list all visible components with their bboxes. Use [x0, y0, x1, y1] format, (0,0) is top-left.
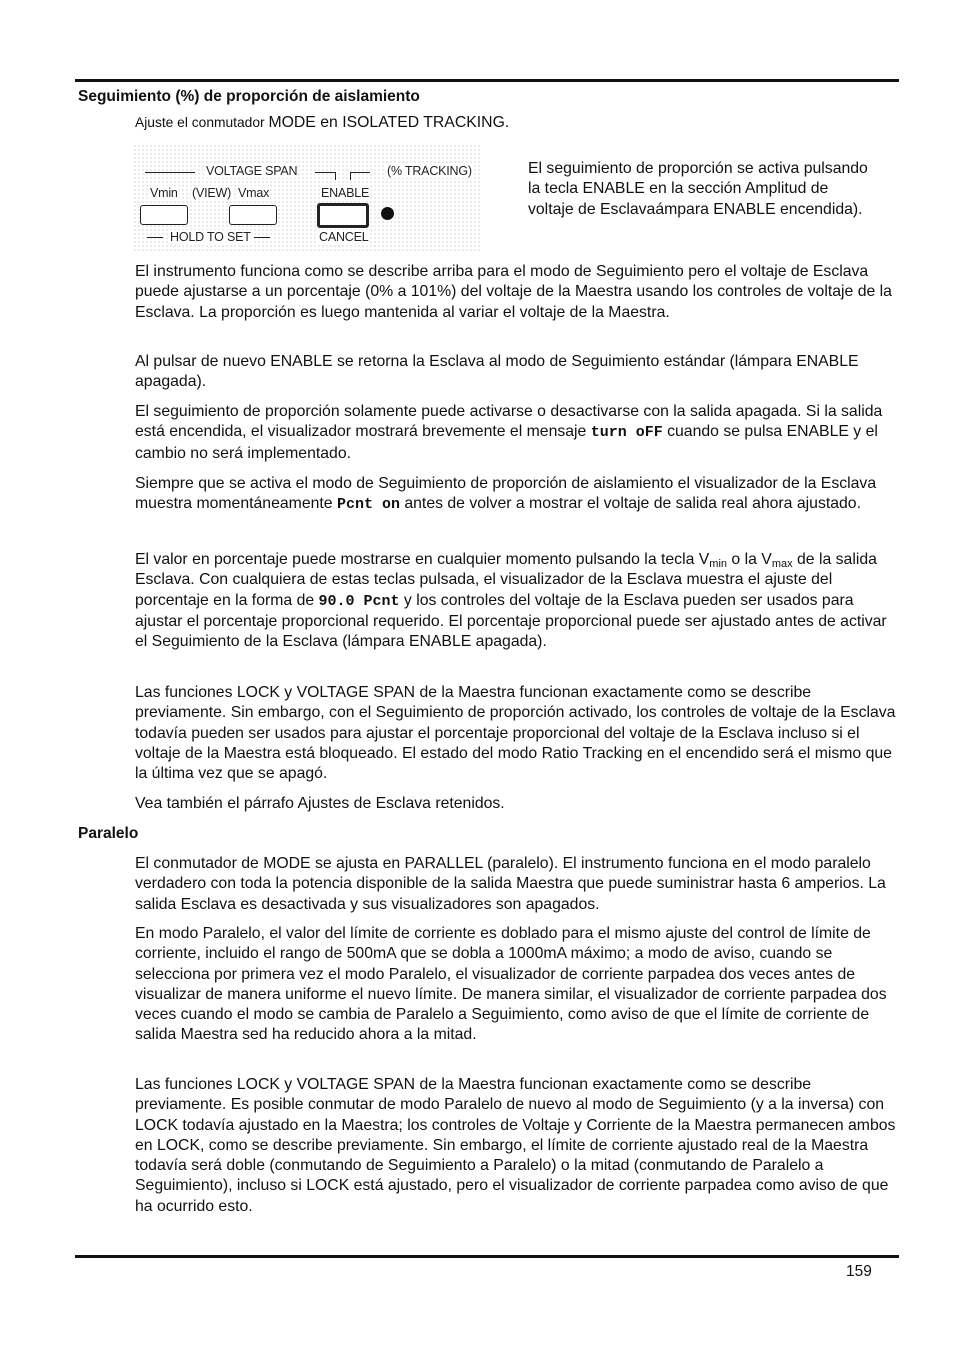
- paragraph-ratio-4: [135, 474, 900, 516]
- pcnt-on-message: Pcnt on: [336, 496, 400, 514]
- vmax-subscript: max: [771, 558, 793, 570]
- paragraph-ratio-1: El instrumento funciona como se describe arriba para el modo de Seguimiento pero el voltaje de Esclava puede ajustarse a un porcentaje (0% a 101%) del voltaje de la Maestra usando los controles de voltaje de la Esclava. La proporción es luego mantenida al variar el voltaje de la Maestra.: [135, 263, 892, 321]
- top-rule: [75, 79, 899, 82]
- instruction-main: MODE en ISOLATED TRACKING.: [268, 114, 510, 131]
- p5-text-c: de la salida Esclava. Con cualquiera de estas teclas pulsada, el visualizador de la Esclava muestra el ajuste del porcentaje en la forma de: [135, 551, 877, 609]
- pcnt-display-example: 90.0 Pcnt: [318, 592, 400, 610]
- paragraph-parallel-3: Las funciones LOCK y VOLTAGE SPAN de la Maestra funcionan exactamente como se describe previamente. Es posible conmutar de modo Paralelo de nuevo al modo de Seguimiento (y a la inversa) con LOCK todavía ajustado en la Maestra; los controles de Voltaje y Corriente de la Maestra permanecen ambos en LOCK, como se describe previamente. Sin embargo, el límite de corriente ajustado real de la Maestra todavía será doble (conmutando de Seguimiento a Paralelo) o la mitad (conmutando de Paralelo a Seguimiento), incluso si LOCK está ajustado, pero el visualizador de corriente parpadea como aviso de que ha ocurrido esto.: [135, 1076, 896, 1215]
- p5-text-b: o la V: [727, 551, 772, 568]
- cancel-label: CANCEL: [319, 230, 369, 244]
- vmin-label: Vmin: [150, 186, 178, 200]
- p5-text-d: y los controles del voltaje de la Esclava pueden ser usados para ajustar el porcentaje proporcional requerido. El porcentaje proporcional puede ser ajustado antes de activar el Seguimiento de la Esclava (lámpara ENABLE apagada).: [135, 591, 887, 651]
- tracking-line: [350, 172, 370, 173]
- ratio-tracking-enable-note: El seguimiento de proporción se activa pulsando la tecla ENABLE en la sección Amplitud de voltaje de Esclavaámpara ENABLE encendida).: [528, 160, 868, 218]
- section-heading-ratio-tracking: Seguimiento (%) de proporción de aislamiento: [78, 88, 420, 105]
- paragraph-ratio-2: Al pulsar de nuevo ENABLE se retorna la Esclava al modo de Seguimiento estándar (lámpara ENABLE apagada).: [135, 353, 859, 391]
- turn-off-message: turn oFF: [590, 424, 663, 442]
- enable-bracket-left: [335, 172, 336, 180]
- instruction-prefix: Ajuste el conmutador: [135, 115, 269, 130]
- paragraph-ratio-6: Las funciones LOCK y VOLTAGE SPAN de la Maestra funcionan exactamente como se describe previamente. Sin embargo, con el Seguimiento de proporción activado, los controles de voltaje de la Esclava todavía pueden ser usados para ajustar el porcentaje proporcional del voltaje de la Esclava incluso si el voltaje de la Maestra está bloqueado. El estado del modo Ratio Tracking en el encendido será el mismo que la última vez que se apagó.: [135, 684, 896, 783]
- mode-instruction: [135, 113, 900, 133]
- p4-text-b: antes de volver a mostrar el voltaje de salida real ahora ajustado.: [399, 495, 861, 513]
- paragraph-parallel-2: En modo Paralelo, el valor del límite de corriente es doblado para el mismo ajuste del control de límite de corriente, incluido el rango de 500mA que se dobla a 1000mA máximo; a modo de aviso, cuando se selecciona por primera vez el modo Paralelo, el visualizador de corriente parpadea dos veces antes de visualizar de manera uniforme el nuevo límite. De manera similar, el visualizador de corriente parpadea dos veces cuando el modo se cambia de Paralelo a Seguimiento, como aviso de que el límite de corriente de salida Maestra sed ha reducido ahora a la mitad.: [135, 925, 887, 1044]
- page-number: 159: [846, 1263, 872, 1280]
- bottom-rule: [75, 1255, 899, 1258]
- p3-text-b: cuando se pulsa ENABLE y el cambio no será implementado.: [135, 423, 878, 462]
- vmax-label: Vmax: [238, 186, 270, 200]
- paragraph-ratio-5: [135, 550, 900, 652]
- span-line-left: [145, 172, 195, 173]
- vmin-key[interactable]: [140, 205, 188, 225]
- p4-text-a: Siempre que se activa el modo de Seguimiento de proporción de aislamiento el visualizador de la Esclava muestra momentáneamente: [135, 475, 877, 513]
- section-heading-parallel: Paralelo: [78, 825, 139, 842]
- hold-line-right: [254, 237, 270, 238]
- paragraph-ratio-7: Vea también el párrafo Ajustes de Esclava retenidos.: [135, 795, 505, 812]
- enable-lamp-icon: [381, 207, 394, 220]
- p5-text-a: El valor en porcentaje puede mostrarse en cualquier momento pulsando la tecla V: [135, 551, 710, 568]
- span-line-right: [315, 172, 335, 173]
- hold-to-set-label: HOLD TO SET: [170, 230, 251, 244]
- hold-line-left: [147, 237, 163, 238]
- p3-text-a: El seguimiento de proporción solamente puede activarse o desactivarse con la salida apagada. Si la salida está encendida, el visualizador mostrará brevemente el mensaje: [135, 403, 883, 441]
- voltage-span-label: VOLTAGE SPAN: [206, 164, 298, 178]
- enable-label: ENABLE: [321, 186, 370, 200]
- enable-bracket-right: [350, 172, 351, 180]
- vmax-key[interactable]: [229, 205, 277, 225]
- enable-key[interactable]: [317, 203, 369, 228]
- view-label: (VIEW): [192, 186, 232, 200]
- tracking-label: (% TRACKING): [387, 164, 472, 178]
- paragraph-ratio-3: [135, 402, 900, 464]
- paragraph-parallel-1: El conmutador de MODE se ajusta en PARALLEL (paralelo). El instrumento funciona en el modo paralelo verdadero con toda la potencia disponible de la salida Maestra que puede suministrar hasta 6 amperios. La salida Esclava es desactivada y sus visualizadores son apagados.: [135, 855, 886, 913]
- vmin-subscript: min: [709, 558, 728, 570]
- front-panel-diagram: [133, 144, 481, 252]
